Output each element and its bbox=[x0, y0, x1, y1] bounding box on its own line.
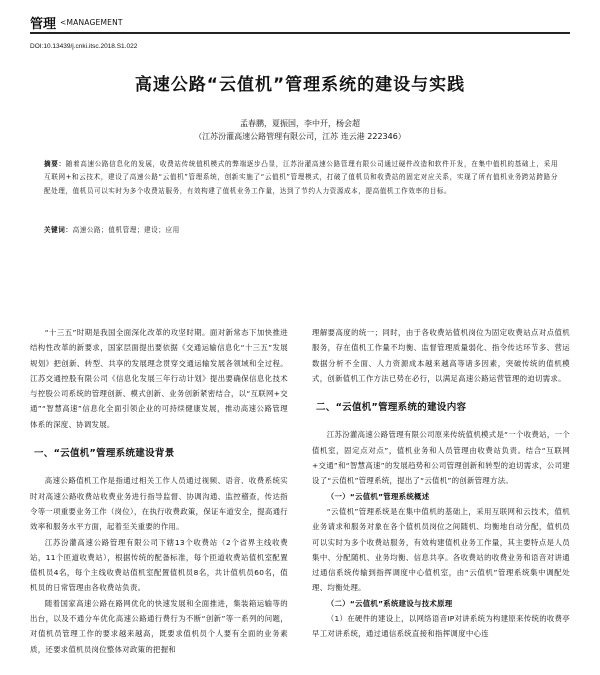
paragraph: 高速公路值机工作是指通过相关工作人员通过视频、语音、收费系统实时对高速公路收费站收费业务进行指导监督、协调沟通、监控稽查，传达指令等一项重要业务工作（岗位），在执行收费政策，保证车道安全，提高通行效率和服务水平方面，起着至关重要的作用。 bbox=[30, 476, 288, 532]
authors: 孟春鹏，夏振国，李中开，杨会超 bbox=[240, 119, 360, 128]
abstract-label: 摘要： bbox=[44, 160, 66, 168]
section-header bbox=[30, 14, 123, 30]
subsection-heading: （二）“云值机”系统建设与技术原理 bbox=[326, 598, 453, 608]
section-label: 管理 bbox=[30, 16, 57, 32]
affiliation: （江苏汾灌高速公路管理有限公司，江苏 连云港 222346） bbox=[194, 132, 406, 141]
keywords bbox=[44, 224, 180, 234]
section-label-en: <MANAGEMENT bbox=[60, 17, 123, 27]
keywords-text: 高速公路；值机管理；建设；应用 bbox=[72, 226, 180, 234]
article-title: 高速公路“云值机”管理系统的建设与实践 bbox=[134, 75, 466, 95]
doi: DOI:10.13439/j.cnki.itsc.2018.S1.022 bbox=[30, 43, 138, 50]
right-column bbox=[312, 325, 570, 642]
paragraph: （1）在硬件的建设上，以网络语音IP对讲系统为构建原来传统的收费亭早工对讲系统，通过通信系统直接和指挥调度中心连 bbox=[312, 614, 570, 639]
paragraph: 江苏汾灌高速公路管理有限公司原来传统值机模式是“一个收费站，一个值机室，固定点对点”，值机业务和人员管理由收费站负责。结合“互联网+交通”和“智慧高速”的发展趋势和公司管理创新和转型的迫切需求，公司建设了“云值机”管理系统，提出了“云值机”的创新管理方法。 bbox=[312, 430, 570, 486]
paragraph: 理解要高度的统一；同时，由于各收费站值机岗位为固定收费站点对点值机服务，存在值机工作量不均衡、监督管理质量弱化、指令传达环节多、营运数据分析不全面、人力资源成本越来越高等诸多因素，突破传统的值机模式，创新值机工作方法已势在必行，以满足高速公路运营管理的迫切需求。 bbox=[312, 328, 570, 383]
paragraph: 随着国家高速公路在路网优化的快速发展和全面推进，集装箱运输等的出台，以及不通分车优化高速公路通行费行为不断“创新”等一系列的问题，对值机员管理工作的要求越来越高，既要求值机员个人要有全面的业务素质，还要求值机员岗位整体对政策的把握和 bbox=[30, 598, 288, 654]
keywords-label: 关键词： bbox=[44, 226, 73, 234]
subsection-heading: （一）“云值机”管理系统概述 bbox=[326, 491, 430, 501]
paragraph: 江苏汾灌高速公路管理有限公司下辖13个收费站（2个省界主线收费站，11个匝道收费站），根据传统的配备标准，每个匝道收费站值机室配置值机员4名，每个主线收费站值机室配置值机员8名，共计值机员60名，值机员的日常管理由各收费站负责。 bbox=[30, 537, 288, 593]
left-column bbox=[30, 325, 288, 657]
paragraph: “云值机”管理系统是在集中值机的基础上，采用互联网和云技术，值机业务请求和服务对象在各个值机员岗位之间随机、均衡地自动分配，值机员可以实时为多个收费站服务，有效构建值机业务工作量，其主要特点是人员集中、分配随机、业务均衡、信息共享。各收费站的收费业务和语音对讲通过通信系统传输到指挥调度中心值机室，由“云值机”管理系统集中调配处理、均衡处理。 bbox=[312, 506, 570, 593]
section-heading: 一、“云值机”管理系统建设背景 bbox=[34, 448, 175, 460]
paragraph: “十三五”时期是我国全面深化改革的攻坚时期。面对新常态下加快推进结构性改革的新要求，国家层面提出要依据《交通运输信息化“十三五”发展规划》把创新、转型、共享的发展理念贯穿交通运输发展各领域和全过程。江苏交通控股有限公司《信息化发展三年行动计划》提出要确保信息化技术与控股公司系统的管理创新、模式创新、业务创新紧密结合，以“互联网+交通”“智慧高速”信息化全面引领企业的可持续健康发展，推动高速公路管理体系的深度、协调发展。 bbox=[30, 328, 288, 429]
abstract-text: 随着高速公路信息化的发展，收费站传统值机模式的弊端逐步凸显，江苏汾灌高速公路管理有限公司通过硬件改造和软件开发，在集中值机的基础上，采用互联网+和云技术，建设了高速公路“云值机”管理系统，创新实施了“云值机”管理模式，打破了值机员和收费站的固定对应关系，实现了所有值机业务跨站跨路分配处理，值机员可以实时为多个收费站服务，有效构建了值机业务工作量，达到了节约人力资源成本，提高值机工作效率的目标。 bbox=[44, 160, 558, 195]
abstract bbox=[44, 158, 558, 198]
section-heading: 二、“云值机”管理系统的建设内容 bbox=[316, 402, 467, 414]
header-rule bbox=[30, 32, 570, 34]
